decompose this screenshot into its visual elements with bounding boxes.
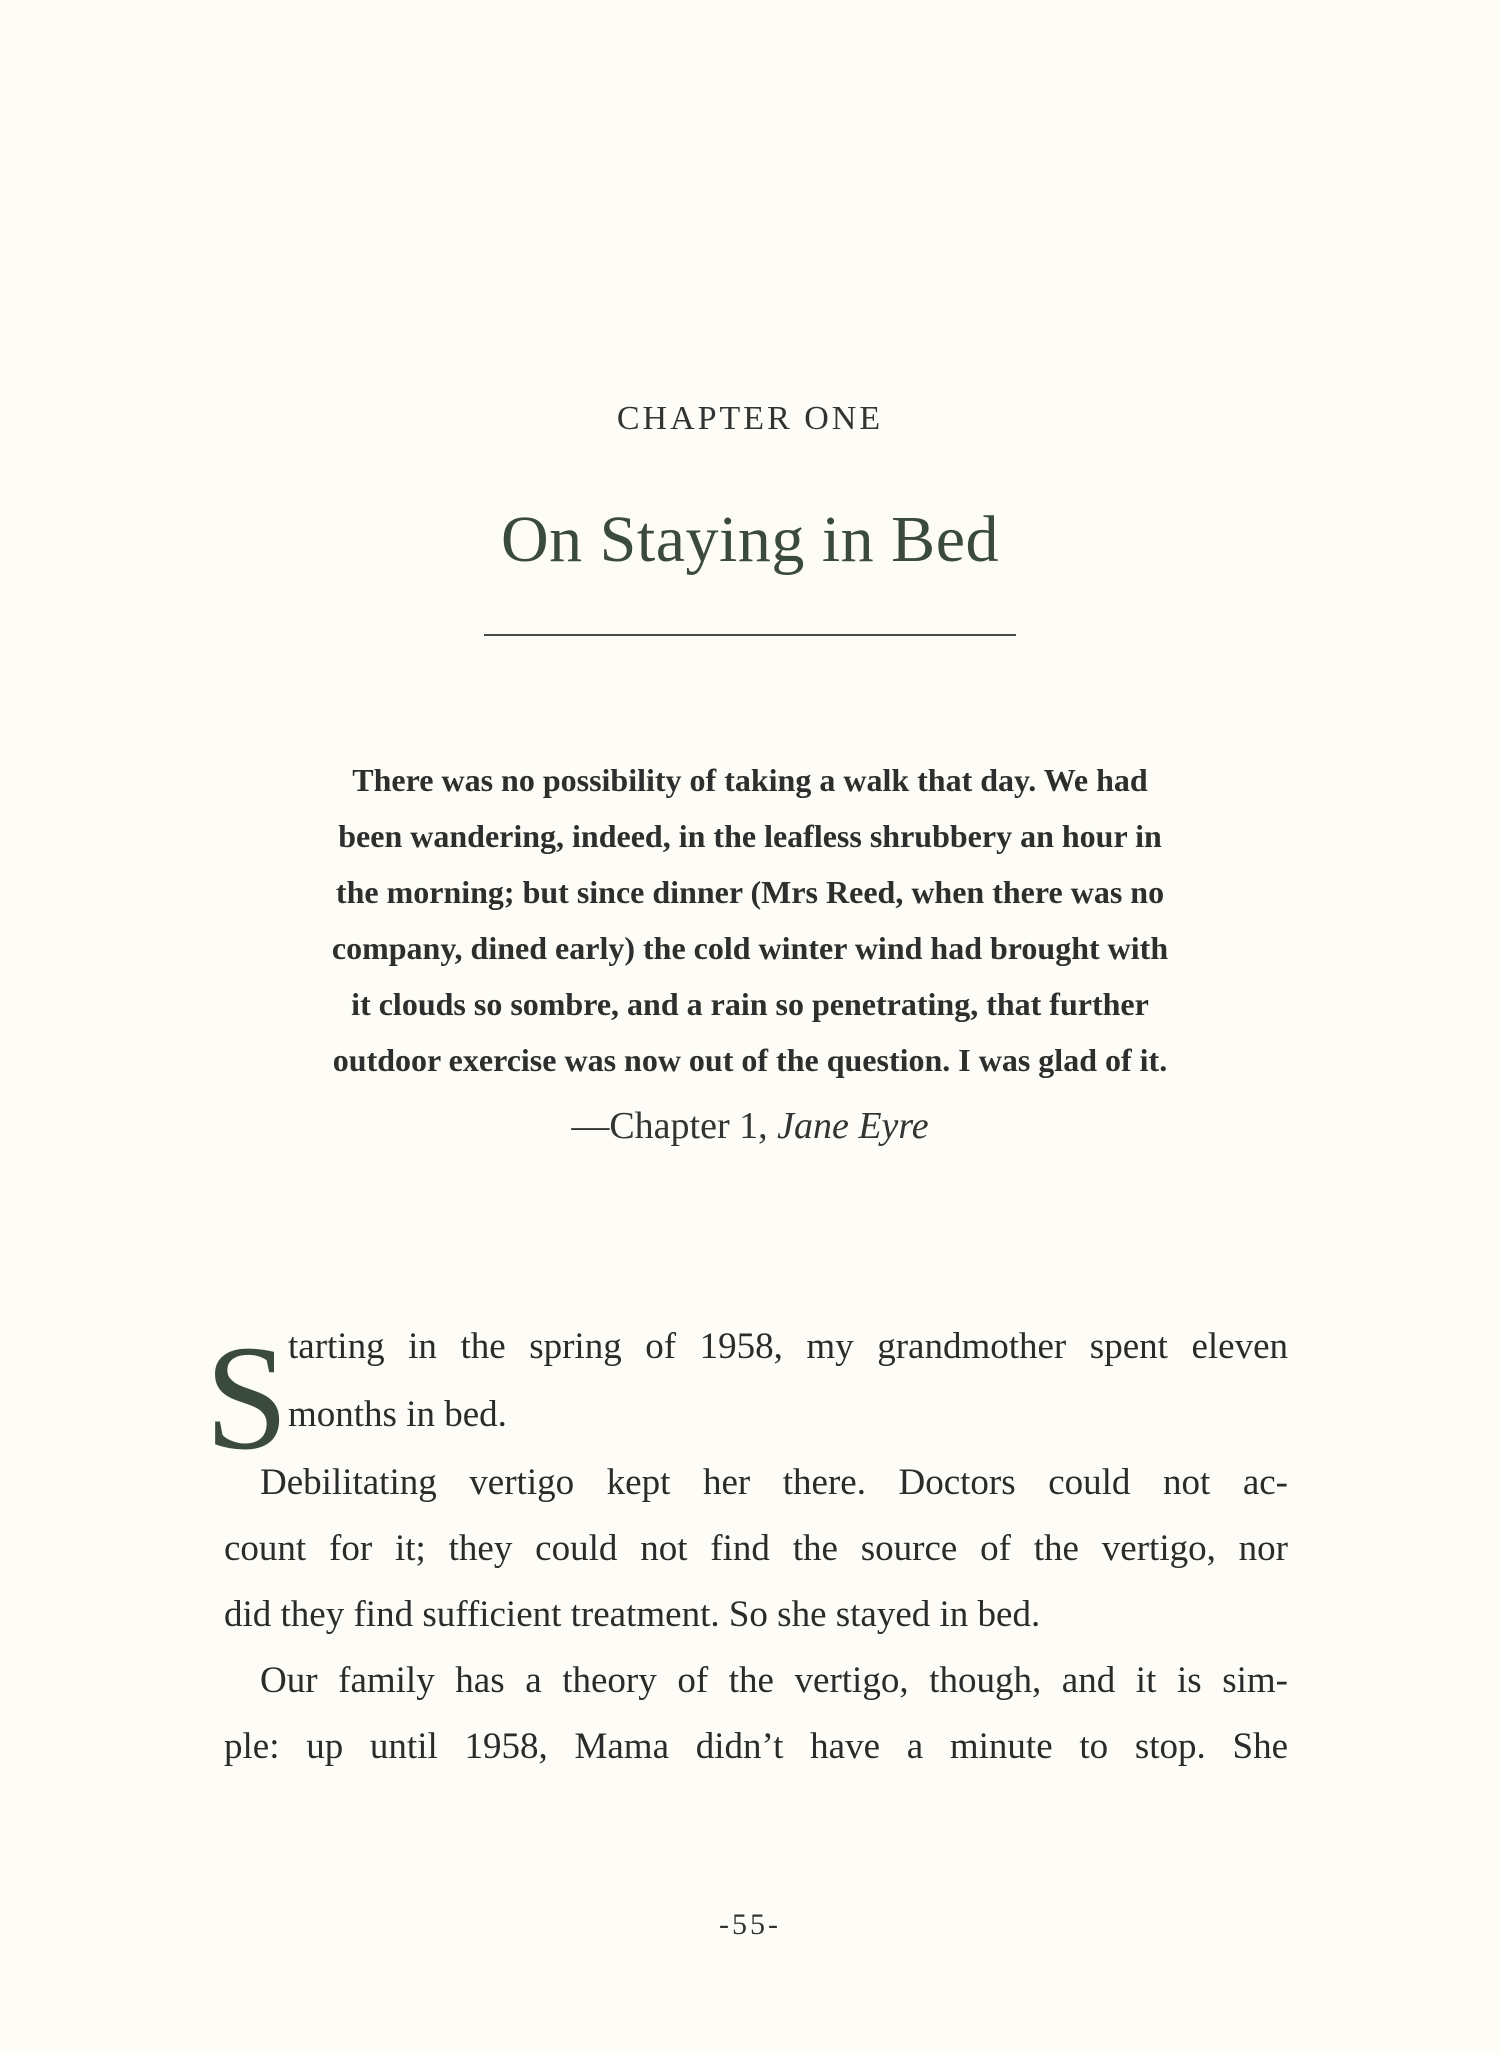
epigraph-line: outdoor exercise was now out of the question. I was glad of it.: [332, 1042, 1168, 1078]
epigraph-line: the morning; but since dinner (Mrs Reed, when there was no: [335, 874, 1165, 910]
title-rule: [484, 634, 1016, 636]
epigraph-line: There was no possibility of taking a walk that day. We had: [352, 762, 1148, 798]
page-number: -55-: [719, 1908, 781, 1941]
epigraph-line: it clouds so sombre, and a rain so penetrating, that further: [351, 986, 1149, 1022]
body-line: months in bed.: [288, 1394, 507, 1435]
chapter-label: CHAPTER ONE: [616, 400, 884, 437]
epigraph-line: been wandering, indeed, in the leafless shrubbery an hour in: [338, 818, 1162, 854]
attribution-prefix: —Chapter 1,: [571, 1105, 778, 1147]
epigraph-line: company, dined early) the cold winter wind had brought with: [331, 930, 1169, 966]
body-line: ple: up until 1958, Mama didn’t have a minute to stop. She: [224, 1726, 1288, 1767]
body-line: tarting in the spring of 1958, my grandmother spent eleven: [288, 1326, 1288, 1367]
epigraph-attribution: [0, 1104, 1500, 1148]
drop-cap: S: [205, 1315, 289, 1481]
chapter-title: On Staying in Bed: [501, 503, 999, 576]
body-line: Our family has a theory of the vertigo, though, and it is sim-: [260, 1660, 1288, 1701]
epigraph: [250, 752, 1250, 1088]
body-line: did they find sufficient treatment. So she stayed in bed.: [224, 1594, 1041, 1635]
body-line: count for it; they could not find the source of the vertigo, nor: [224, 1528, 1288, 1569]
attribution-work: Jane Eyre: [777, 1105, 929, 1147]
body-line: Debilitating vertigo kept her there. Doctors could not ac-: [260, 1462, 1288, 1503]
